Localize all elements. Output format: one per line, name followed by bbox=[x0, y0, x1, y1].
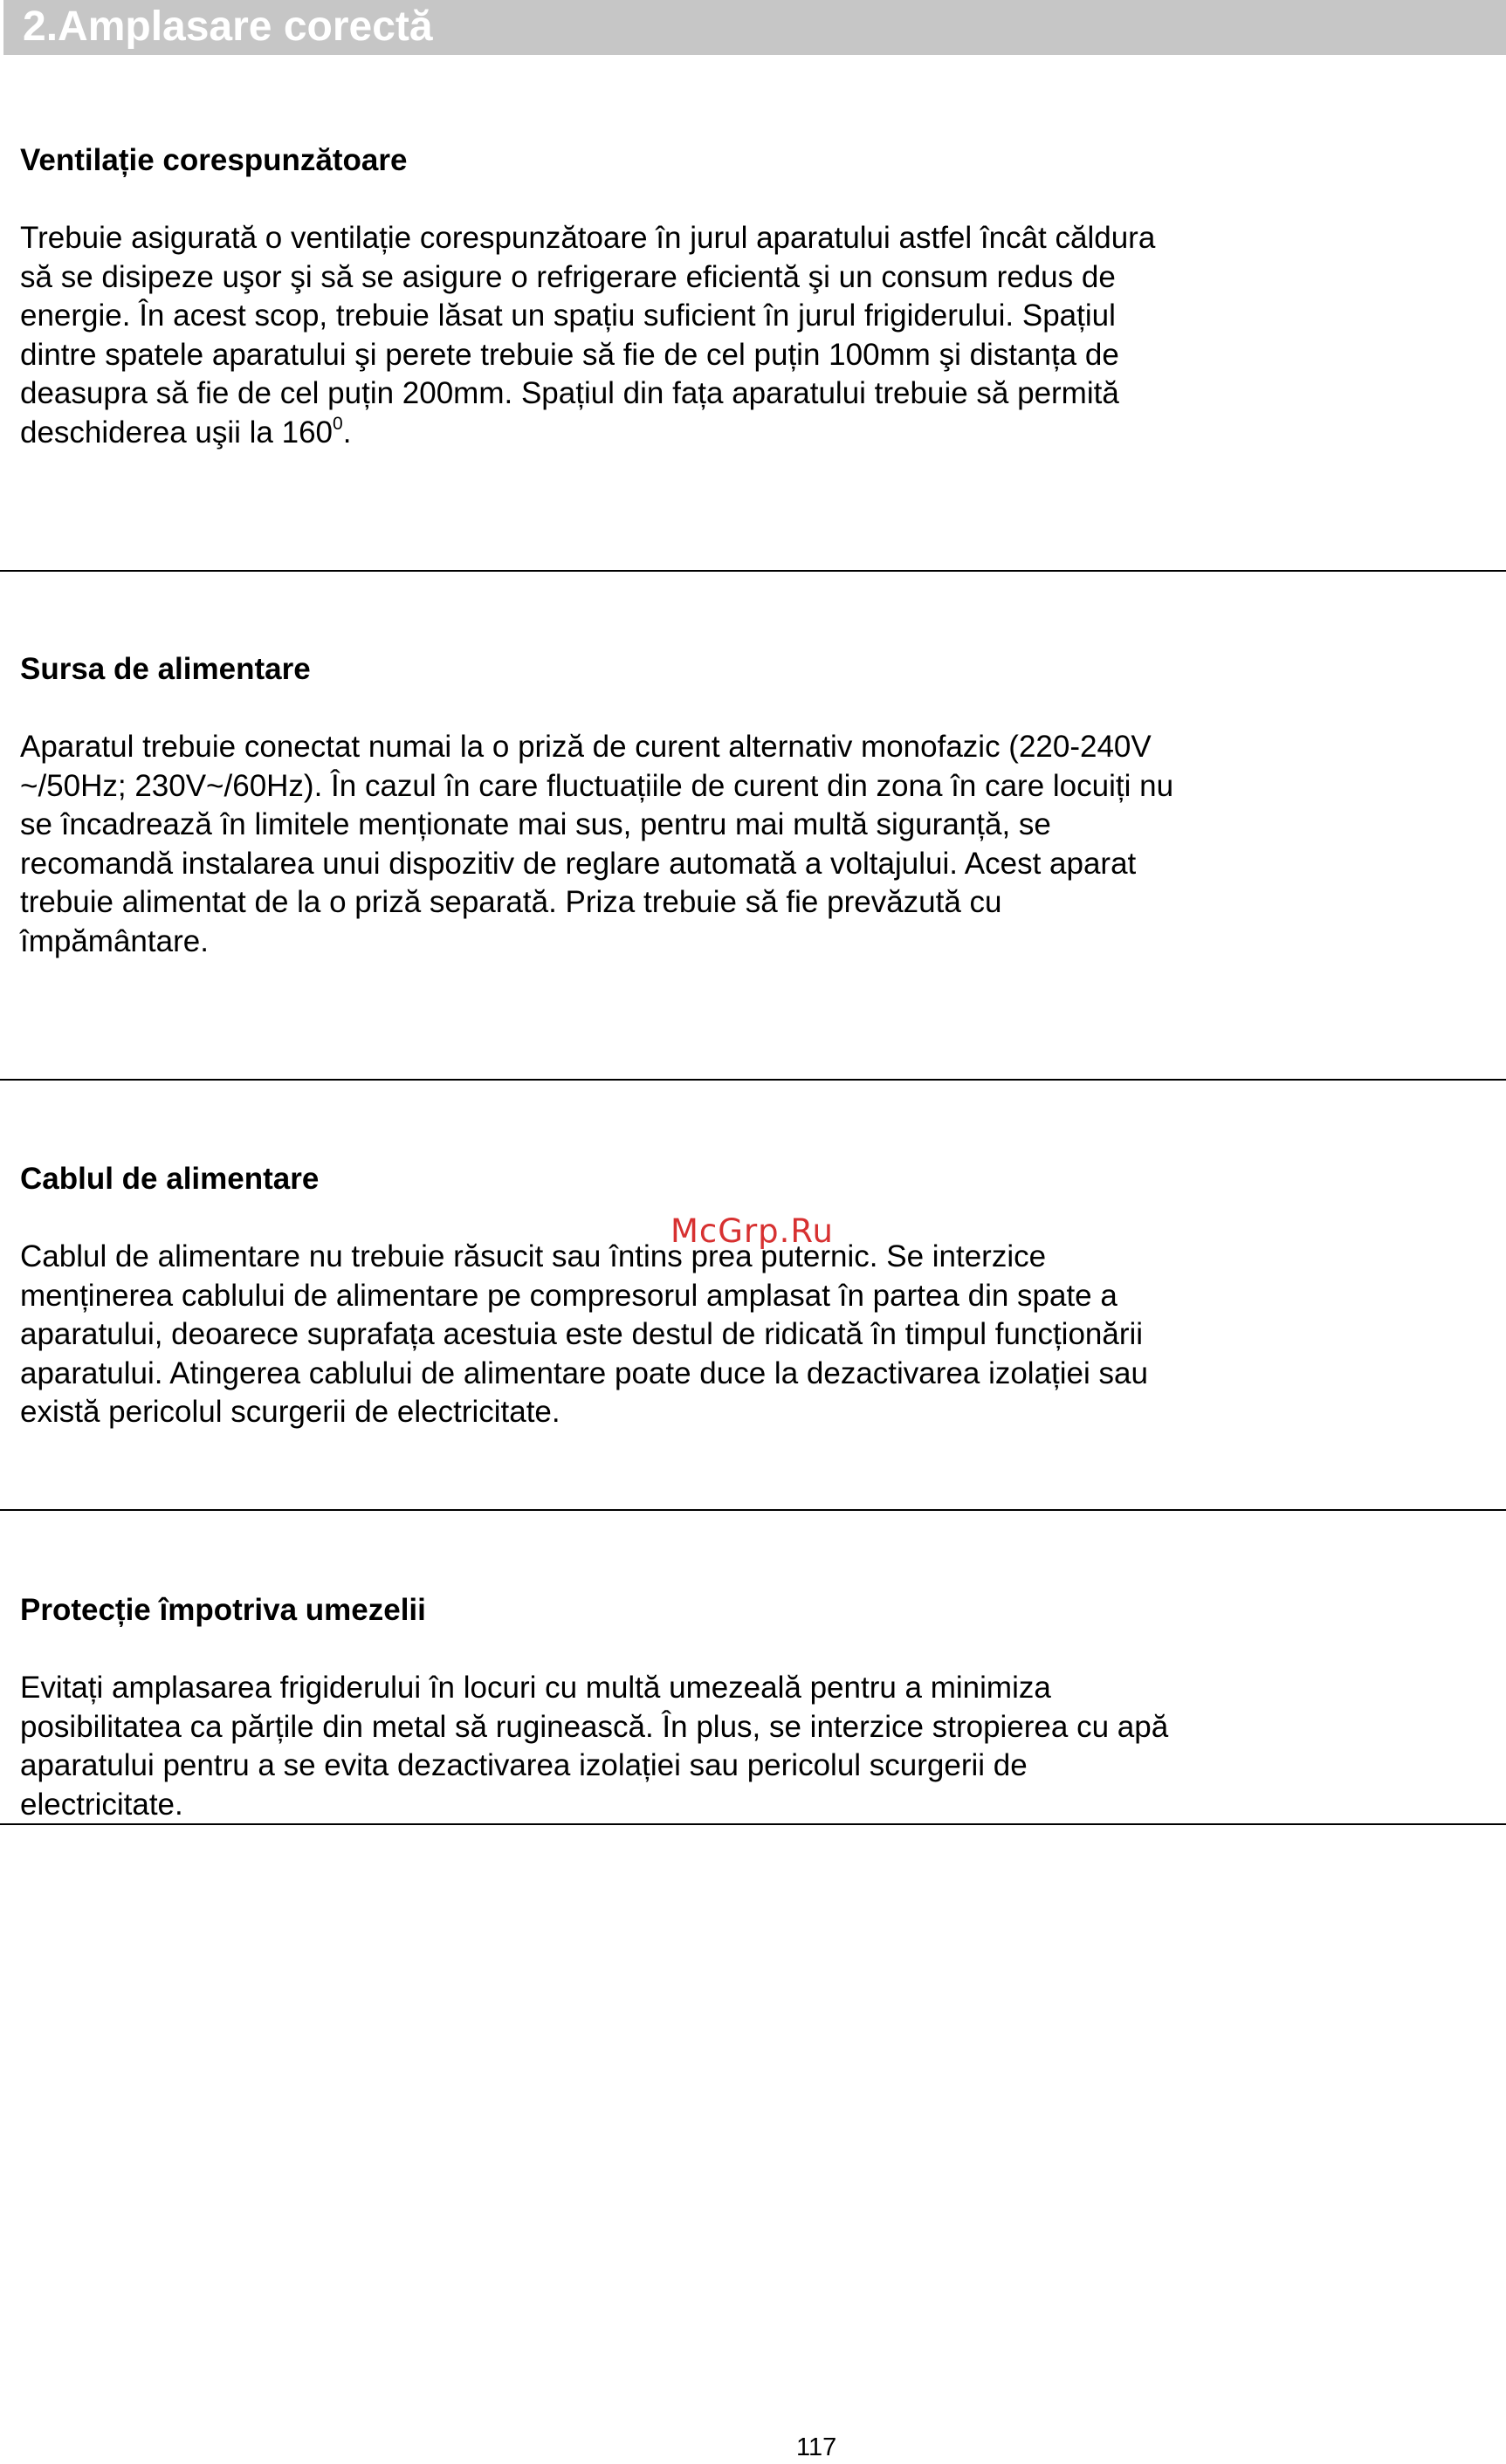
body-line: deasupra să fie de cel puțin 200mm. Spațiul din fața aparatului trebuie să permită bbox=[20, 376, 1119, 411]
body-line: aparatului pentru a se evita dezactivarea izolației sau pericolul scurgerii de bbox=[20, 1748, 1028, 1783]
body-ventilation bbox=[20, 219, 1347, 453]
body-line: electricitate. bbox=[20, 1787, 183, 1822]
body-line: recomandă instalarea unui dispozitiv de reglare automată a voltajului. Acest aparat bbox=[20, 846, 1137, 881]
body-line: Evitați amplasarea frigiderului în locuri cu multă umezeală pentru a minimiza bbox=[20, 1671, 1051, 1705]
body-line: aparatului, deoarece suprafața acestuia este destul de ridicată în timpul funcționării bbox=[20, 1317, 1144, 1352]
body-line: Trebuie asigurată o ventilație corespunzătoare în jurul aparatului astfel încât căldura bbox=[20, 221, 1156, 255]
body-line: se încadrează în limitele menționate mai sus, pentru mai multă siguranță, se bbox=[20, 807, 1051, 842]
heading-power-supply: Sursa de alimentare bbox=[20, 652, 311, 686]
body-line: ~/50Hz; 230V~/60Hz). În cazul în care fluctuațiile de curent din zona în care locuiți nu bbox=[20, 768, 1174, 803]
body-moisture-protection bbox=[20, 1669, 1347, 1824]
body-line-last bbox=[20, 414, 1347, 453]
section-title-bar bbox=[3, 0, 1506, 55]
page-title: 2.Amplasare corectă bbox=[23, 3, 433, 50]
degree-superscript: 0 bbox=[333, 414, 343, 435]
body-line: posibilitatea ca părțile din metal să ruginească. În plus, se interzice stropierea cu apă bbox=[20, 1709, 1169, 1744]
body-line: Aparatul trebuie conectat numai la o priză de curent alternativ monofazic (220-240V bbox=[20, 730, 1152, 764]
body-line-text: deschiderea uşii la 160 bbox=[20, 415, 334, 450]
heading-power-cable: Cablul de alimentare bbox=[20, 1162, 320, 1196]
body-power-supply bbox=[20, 728, 1347, 962]
section-divider bbox=[0, 1823, 1506, 1825]
body-line: trebuie alimentat de la o priză separată. Priza trebuie să fie prevăzută cu bbox=[20, 885, 1002, 920]
body-line: aparatului. Atingerea cablului de alimentare poate duce la dezactivarea izolației sau bbox=[20, 1356, 1148, 1390]
body-line: dintre spatele aparatului şi perete trebuie să fie de cel puțin 100mm şi distanța de bbox=[20, 337, 1119, 372]
heading-moisture-protection: Protecție împotriva umezelii bbox=[20, 1593, 426, 1627]
section-divider bbox=[0, 1079, 1506, 1081]
watermark: McGrp.Ru bbox=[670, 1212, 834, 1250]
body-line: există pericolul scurgerii de electricitate. bbox=[20, 1395, 560, 1430]
body-line-period: . bbox=[342, 415, 352, 450]
body-line: să se disipeze uşor şi să se asigure o refrigerare eficientă şi un consum redus de bbox=[20, 259, 1116, 294]
body-line: energie. În acest scop, trebuie lăsat un spațiu suficient în jurul frigiderului. Spațiul bbox=[20, 299, 1116, 333]
body-line: menținerea cablului de alimentare pe compresorul amplasat în partea din spate a bbox=[20, 1278, 1117, 1313]
body-power-cable bbox=[20, 1238, 1347, 1432]
section-divider bbox=[0, 570, 1506, 572]
section-divider bbox=[0, 1509, 1506, 1511]
page-number: 117 bbox=[796, 2433, 837, 2461]
body-line: Cablul de alimentare nu trebuie răsucit sau întins prea puternic. Se interzice bbox=[20, 1239, 1047, 1273]
heading-ventilation: Ventilație corespunzătoare bbox=[20, 143, 408, 177]
body-line: împământare. bbox=[20, 923, 209, 958]
